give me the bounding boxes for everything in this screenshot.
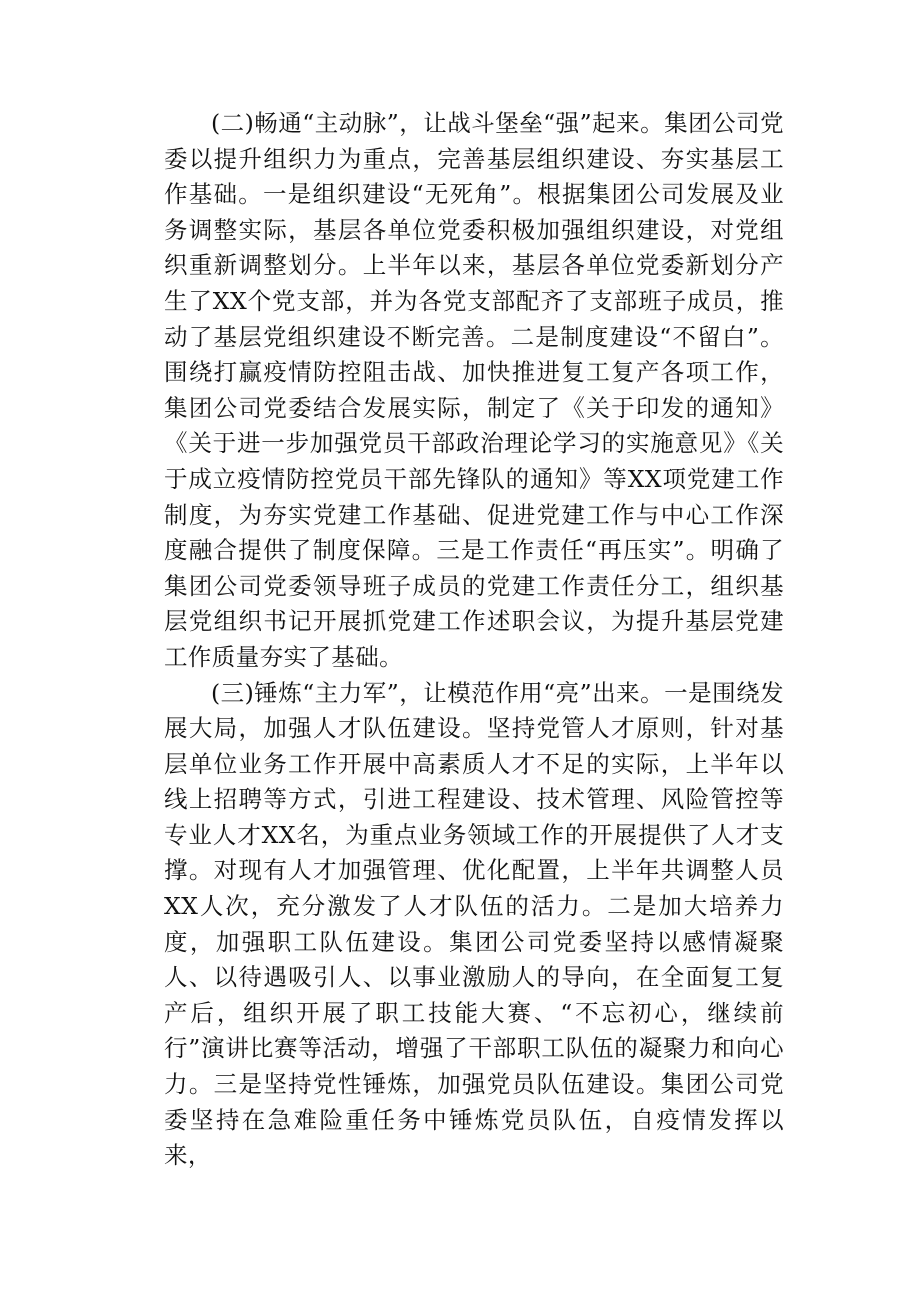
- paragraph-section-3: (三)锤炼“主力军”，让模范作用“亮”出来。一是围绕发展大局，加强人才队伍建设。坚持党管人才原则，针对基层单位业务工作开展中高素质人才不足的实际，上半年以线上招聘等方式，引进工程建设、技术管理、风险管控等专业人才XX名，为重点业务领域工作的开展提供了人才支撑。对现有人才加强管理、优化配置，上半年共调整人员XX人次，充分激发了人才队伍的活力。二是加大培养力度，加强职工队伍建设。集团公司党委坚持以感情凝聚人、以待遇吸引人、以事业激励人的导向，在全面复工复产后，组织开展了职工技能大赛、“不忘初心，继续前行”演讲比赛等活动，增强了干部职工队伍的凝聚力和向心力。三是坚持党性锤炼，加强党员队伍建设。集团公司党委坚持在急难险重任务中锤炼党员队伍，自疫情发挥以来，: [164, 678, 784, 1170]
- paragraph-section-2: (二)畅通“主动脉”，让战斗堡垒“强”起来。集团公司党委以提升组织力为重点，完善基层组织建设、夯实基层工作基础。一是组织建设“无死角”。根据集团公司发展及业务调整实际，基层各单位党委积极加强组织建设，对党组织重新调整划分。上半年以来，基层各单位党委新划分产生了XX个党支部，并为各党支部配齐了支部班子成员，推动了基层党组织建设不断完善。二是制度建设“不留白”。围绕打赢疫情防控阻击战、加快推进复工复产各项工作，集团公司党委结合发展实际，制定了《关于印发的通知》《关于进一步加强党员干部政治理论学习的实施意见》《关于成立疫情防控党员干部先锋队的通知》等XX项党建工作制度，为夯实党建工作基础、促进党建工作与中心工作深度融合提供了制度保障。三是工作责任“再压实”。明确了集团公司党委领导班子成员的党建工作责任分工，组织基层党组织书记开展抓党建工作述职会议，为提升基层党建工作质量夯实了基础。: [164, 109, 784, 671]
- document-body: [164, 106, 784, 1174]
